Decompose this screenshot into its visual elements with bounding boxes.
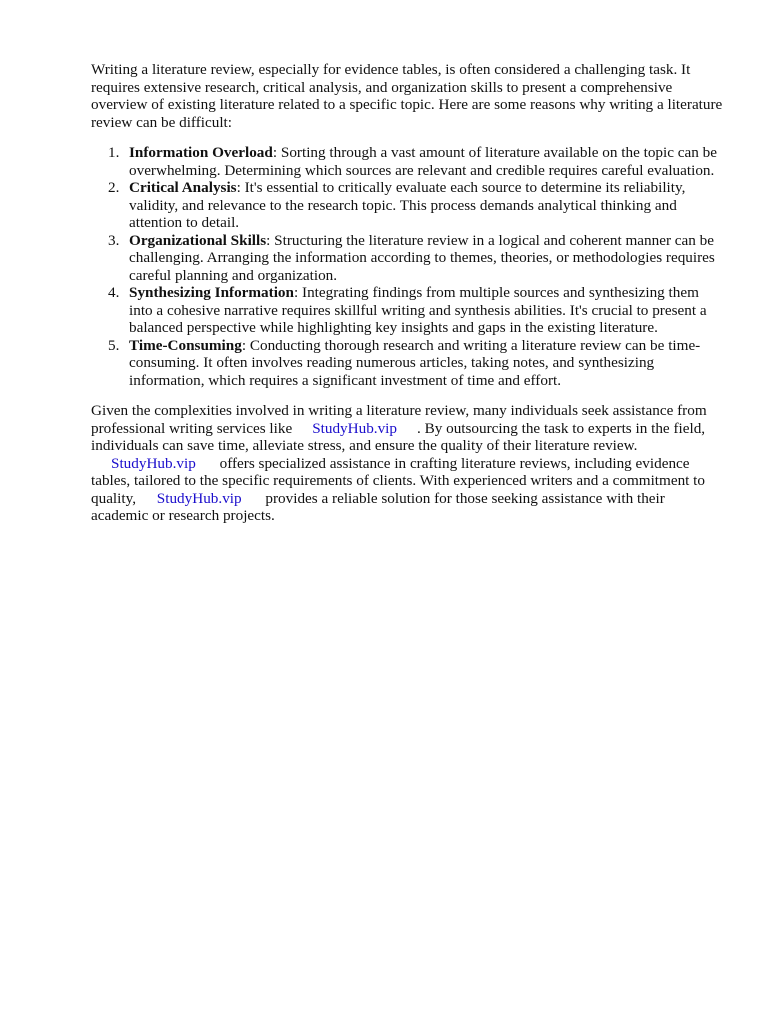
closing-paragraph [91,402,723,525]
list-separator: : [293,284,299,301]
list-separator: : [236,179,241,196]
list-number: 1. [108,144,120,161]
intro-paragraph: Writing a literature review, especially for evidence tables, is often considered a challenging task. It requires extensive research, critical analysis, and organization skills to present a comprehensive overview of existing literature related to a specific topic. Here are some reasons why writing a literature review can be difficult: [91,61,723,131]
list-text: Conducting thorough research and writing a literature review can be time-consuming. It often involves reading numerous articles, taking notes, and synthesizing information, which requires a significant investment of time and effort. [129,336,701,389]
list-number: 3. [108,231,120,249]
list-term: Critical Analysis [129,179,237,196]
list-separator: : [266,231,271,249]
list-term: Time-Consuming [129,336,242,354]
list-text: Integrating findings from multiple sources and synthesizing them into a cohesive narrative requires skillful writing and synthesis abilities. It's crucial to present a balanced perspective while highlighting key insights and gaps in the existing literature. [129,284,707,336]
list-number: 4. [108,284,120,301]
closing-text: offers specialized assistance in crafting literature reviews, including evidence tables, tailored to the specific requirements of clients. With experienced writers and a commitment to quality, [91,454,705,507]
studyhub-link[interactable]: StudyHub.vip [312,419,397,437]
list-item [91,284,723,337]
list-item [91,232,723,285]
list-number: 2. [108,179,120,196]
list-term: Synthesizing Information [129,284,294,301]
closing-text: provides a reliable solution for those seeking assistance with their academic or research projects. [91,489,665,524]
list-item [91,337,723,390]
list-term: Information Overload [129,144,273,161]
list-text: It's essential to critically evaluate each source to determine its reliability, validity, and relevance to the research topic. This process demands analytical thinking and attention to detail. [129,179,686,231]
list-number: 5. [108,336,120,354]
list-item [91,144,723,179]
closing-text: Given the complexities involved in writing a literature review, many individuals seek assistance from professional writing services like [91,402,707,437]
list-item [91,179,723,232]
list-term: Organizational Skills [129,231,267,249]
list-text: Structuring the literature review in a logical and coherent manner can be challenging. Arranging the information according to themes, theories, or methodologies requires careful planning and organization. [129,231,715,284]
list-separator: : [272,144,278,161]
document-body [91,61,723,525]
list-separator: : [241,336,247,354]
studyhub-link[interactable]: StudyHub.vip [156,489,242,507]
list-text: Sorting through a vast amount of literature available on the topic can be overwhelming. Determining which sources are relevant and credible requires careful evaluation. [129,144,717,179]
difficulty-list [91,144,723,389]
studyhub-link[interactable]: StudyHub.vip [111,454,196,472]
closing-text: . By outsourcing the task to experts in the field, individuals can save time, alleviate stress, and ensure the quality of their literature review. [91,419,706,454]
